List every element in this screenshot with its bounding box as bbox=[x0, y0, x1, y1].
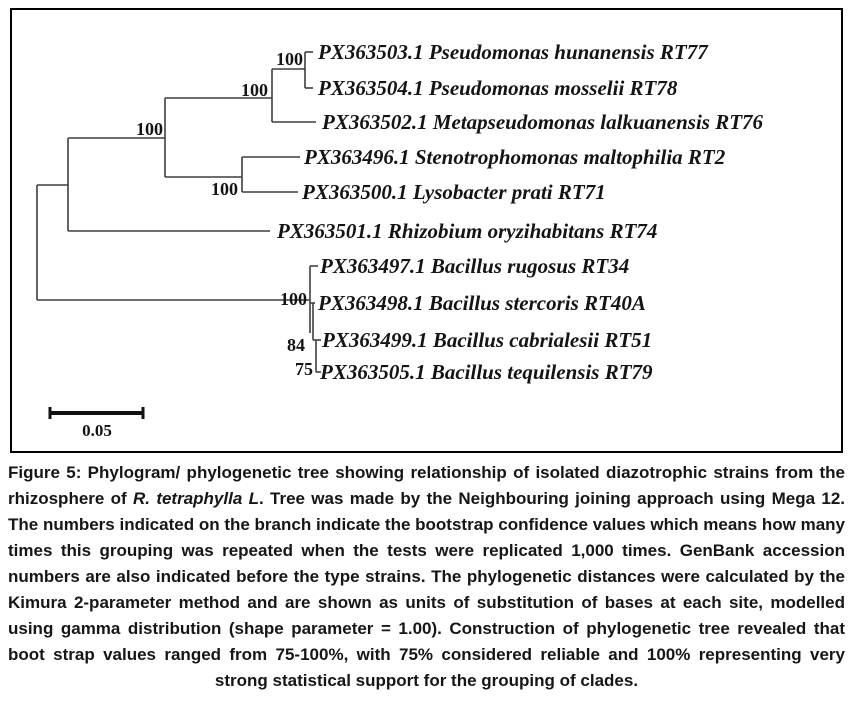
caption-text-after-italic: . Tree was made by the Neighbouring joining approach using Mega 12. The numbers indicated on the branch indicate the bootstrap confidence values which means how many times this grouping was repeated when the tests were replicated 1,000 times. GenBank accession numbers are also indicated before the type strains. The phylogenetic distances were calculated by the Kimura 2-parameter method and are shown as units of substitution of bases at each site, modelled using gamma distribution (shape parameter = 1.00). Construction of phylogenetic tree revealed that boot strap values ranged from 75-100%, with 75% considered reliable and 100% representing very strong statistical support for the grouping of clades. bbox=[8, 489, 845, 690]
bootstrap-value-bacillus-node: 100 bbox=[280, 289, 307, 309]
taxon-label-lysobacter-prati: PX363500.1 Lysobacter prati RT71 bbox=[302, 180, 606, 204]
taxon-label-bacillus-stercoris: PX363498.1 Bacillus stercoris RT40A bbox=[318, 291, 646, 315]
taxon-label-bacillus-rugosus: PX363497.1 Bacillus rugosus RT34 bbox=[320, 254, 630, 278]
bootstrap-value-gamma-node: 100 bbox=[136, 119, 163, 139]
taxon-label-bacillus-cabrialesii: PX363499.1 Bacillus cabrialesii RT51 bbox=[322, 328, 653, 352]
bootstrap-value-84-node: 84 bbox=[287, 335, 305, 355]
caption-italic-species-name: R. tetraphylla L bbox=[133, 489, 259, 508]
taxon-label-bacillus-tequilensis: PX363505.1 Bacillus tequilensis RT79 bbox=[320, 360, 653, 384]
taxon-label-stenotrophomonas-maltophilia: PX363496.1 Stenotrophomonas maltophilia RT2 bbox=[304, 145, 726, 169]
bootstrap-value-hunmos-node: 100 bbox=[276, 49, 303, 69]
bootstrap-value-75-node: 75 bbox=[295, 359, 313, 379]
bootstrap-value-pseudomonas-node: 100 bbox=[241, 80, 268, 100]
scale-bar-label: 0.05 bbox=[82, 421, 112, 440]
caption-text-before-italic: Figure 5: Phylogram/ phylogenetic tree showing relationship of isolated diazotrophic strains from the rhizosphere of bbox=[8, 463, 845, 508]
taxon-label-pseudomonas-mosselii: PX363504.1 Pseudomonas mosselii RT78 bbox=[318, 76, 678, 100]
figure-caption bbox=[8, 460, 845, 694]
taxon-label-pseudomonas-hunanensis: PX363503.1 Pseudomonas hunanensis RT77 bbox=[318, 40, 708, 64]
taxon-label-rhizobium-oryzihabitans: PX363501.1 Rhizobium oryzihabitans RT74 bbox=[277, 219, 658, 243]
taxon-label-metapseudomonas-lalkuanensis: PX363502.1 Metapseudomonas lalkuanensis RT76 bbox=[322, 110, 764, 134]
bootstrap-value-stenolyso-node: 100 bbox=[211, 179, 238, 199]
